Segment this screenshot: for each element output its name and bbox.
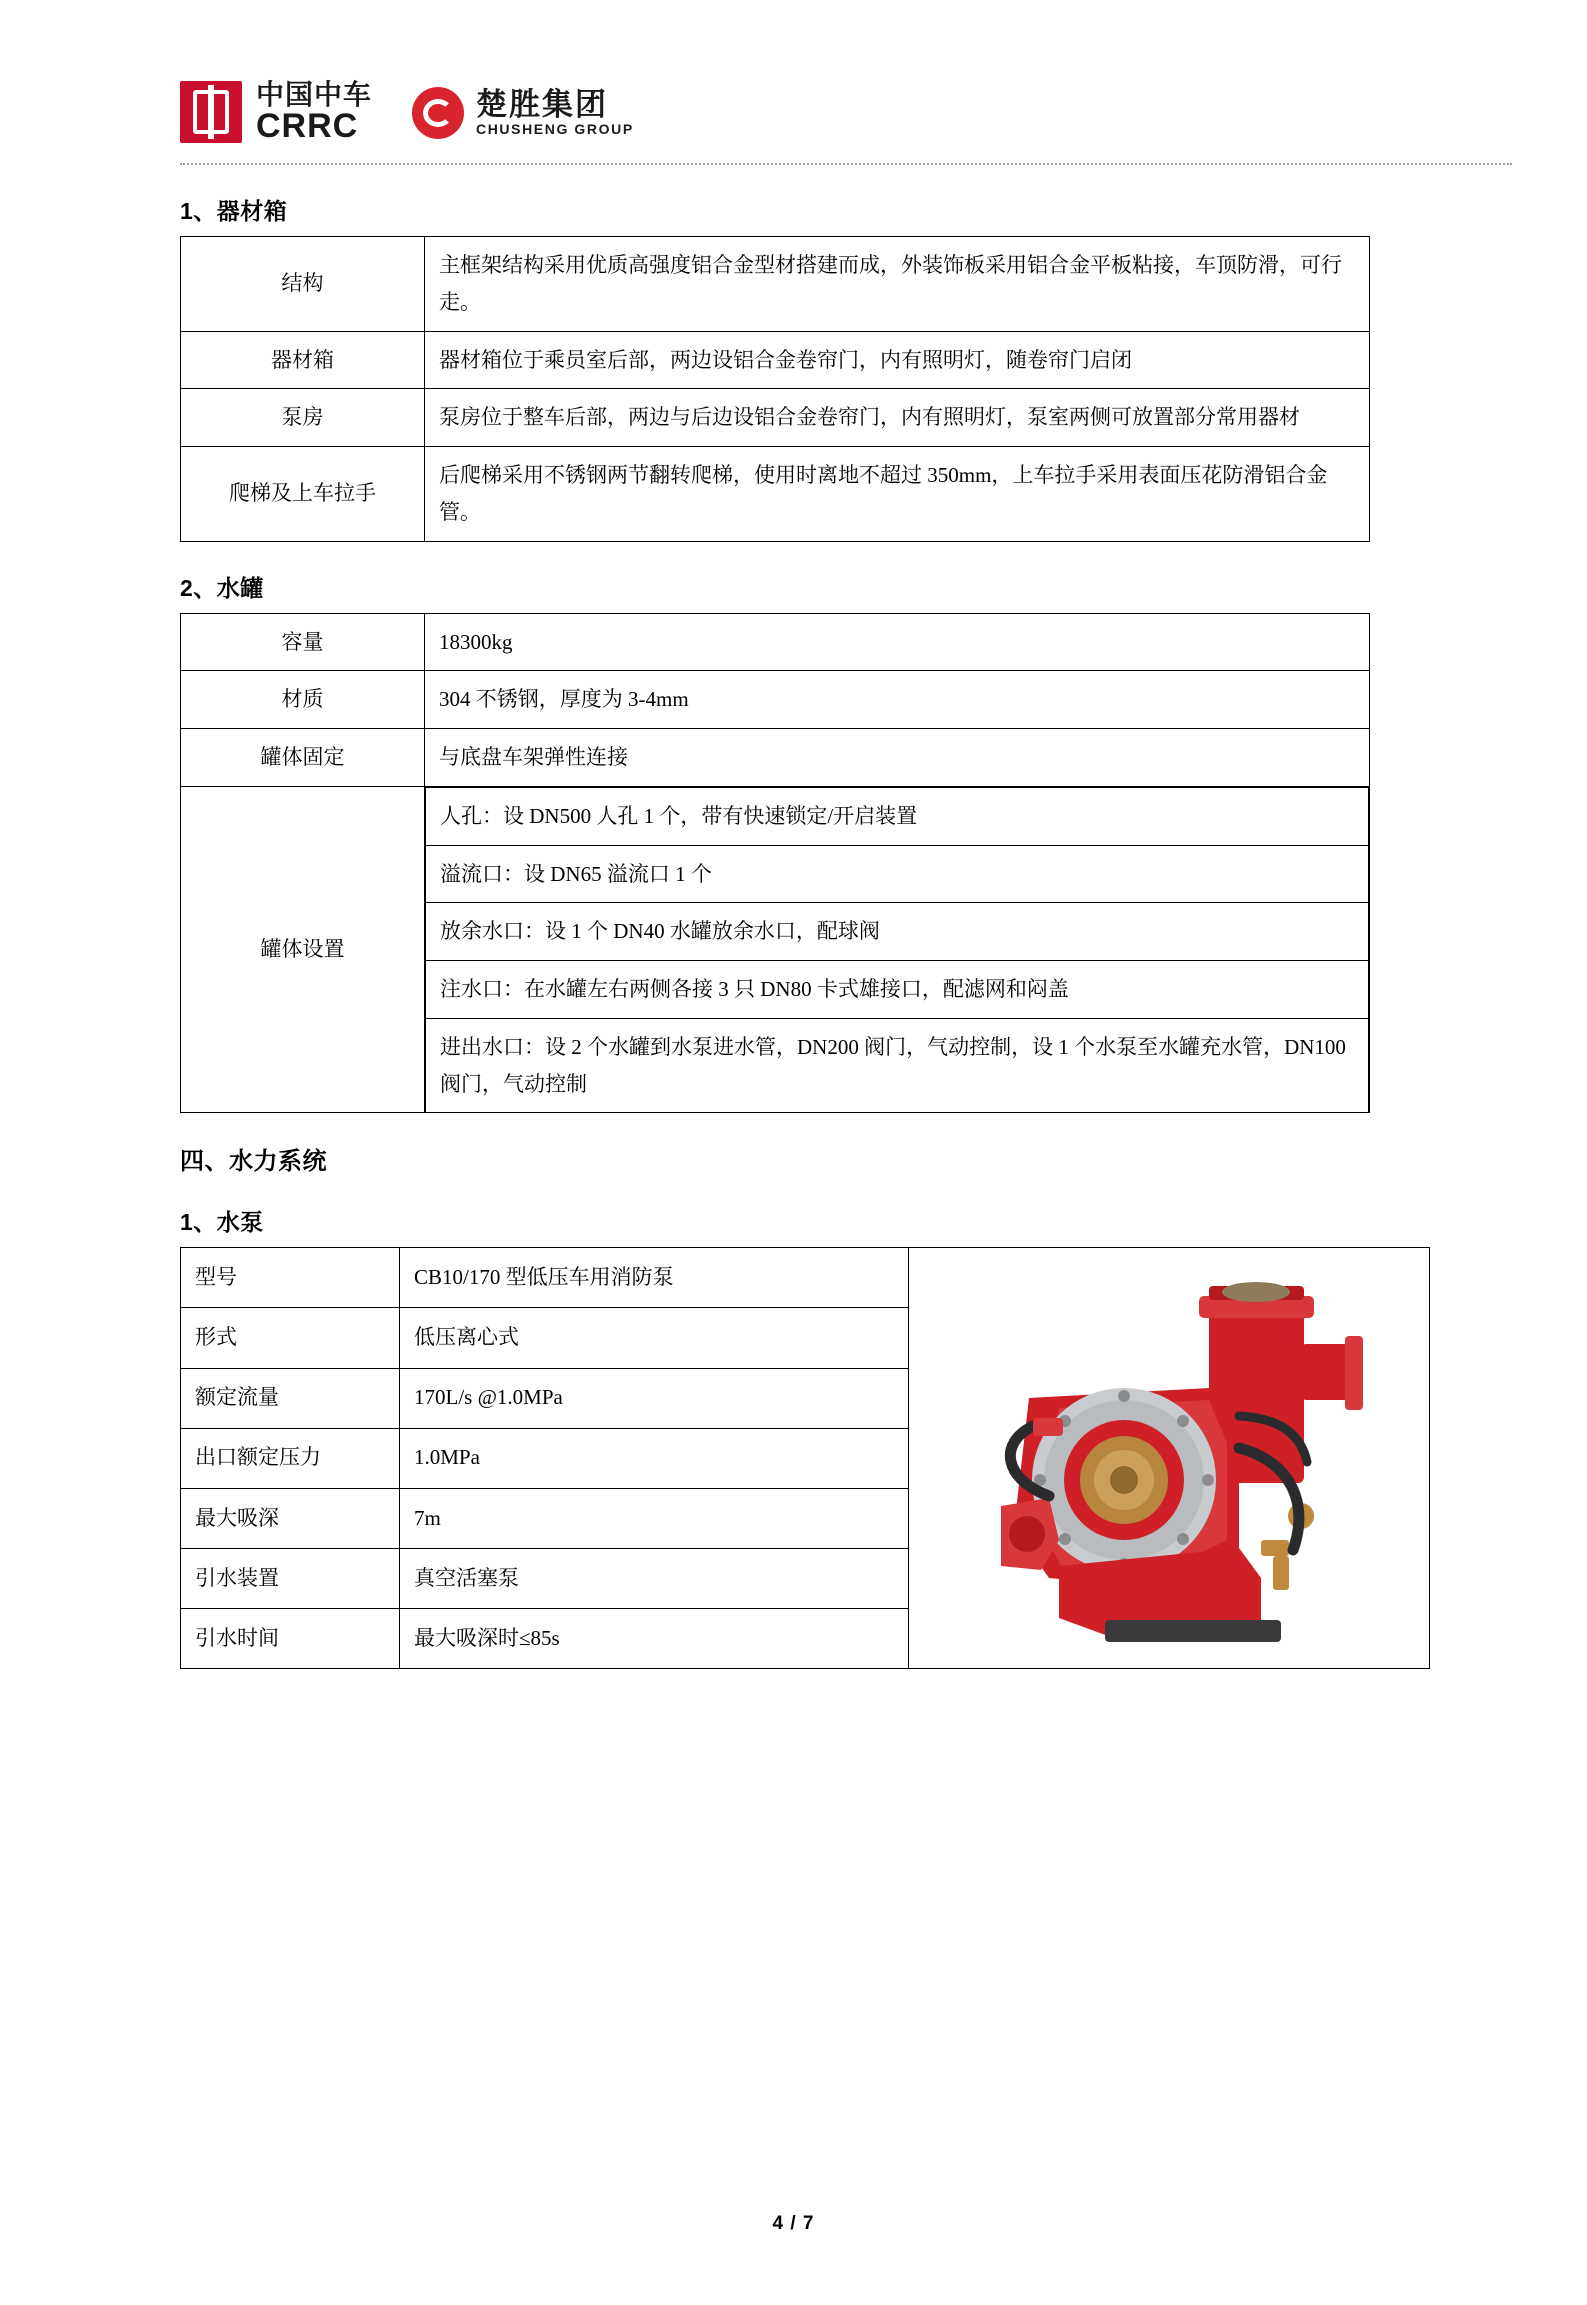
page-number: 4 / 7 — [772, 2213, 815, 2234]
header-divider — [180, 163, 1512, 165]
row-value: 7m — [400, 1488, 909, 1548]
row-label: 引水装置 — [181, 1548, 400, 1608]
list-item-text: 人孔：设 DN500 人孔 1 个，带有快速锁定/开启装置 — [426, 787, 1369, 845]
water-tank-table — [180, 613, 1370, 1114]
list-item-text: 注水口：在水罐左右两侧各接 3 只 DN80 卡式雄接口，配滤网和闷盖 — [426, 961, 1369, 1019]
row-label: 泵房 — [181, 389, 425, 447]
table-row — [181, 331, 1370, 389]
table-row — [181, 671, 1370, 729]
row-value: 18300kg — [425, 613, 1370, 671]
crrc-logo — [180, 80, 372, 145]
row-label: 出口额定压力 — [181, 1428, 400, 1488]
table-row — [181, 389, 1370, 447]
list-item — [426, 787, 1369, 845]
row-label: 引水时间 — [181, 1609, 400, 1669]
row-value: CB10/170 型低压车用消防泵 — [400, 1248, 909, 1308]
row-value: 泵房位于整车后部，两边与后边设铝合金卷帘门，内有照明灯，泵室两侧可放置部分常用器材 — [425, 389, 1370, 447]
list-item — [426, 903, 1369, 961]
row-label: 器材箱 — [181, 331, 425, 389]
row-value: 1.0MPa — [400, 1428, 909, 1488]
document-content — [0, 193, 1587, 1669]
row-value: 主框架结构采用优质高强度铝合金型材搭建而成，外装饰板采用铝合金平板粘接，车顶防滑，可行走。 — [425, 237, 1370, 332]
page-header — [0, 60, 1587, 165]
table-row — [181, 237, 1370, 332]
section-title-hydraulic-system: 四、水力系统 — [180, 1148, 327, 1176]
chusheng-english-name: CHUSHENG GROUP — [476, 120, 634, 137]
row-label: 最大吸深 — [181, 1488, 400, 1548]
crrc-emblem-icon — [180, 81, 242, 143]
document-page — [0, 60, 1587, 2305]
list-item-text: 放余水口：设 1 个 DN40 水罐放余水口，配球阀 — [426, 903, 1369, 961]
row-label: 结构 — [181, 237, 425, 332]
table-row — [181, 447, 1370, 542]
tank-settings-list — [425, 787, 1369, 1113]
row-label: 容量 — [181, 613, 425, 671]
row-value: 真空活塞泵 — [400, 1548, 909, 1608]
section-title-water-tank: 2、水罐 — [180, 574, 264, 601]
row-label: 型号 — [181, 1248, 400, 1308]
row-label: 罐体设置 — [181, 786, 425, 1113]
row-label: 罐体固定 — [181, 729, 425, 787]
row-value: 器材箱位于乘员室后部，两边设铝合金卷帘门，内有照明灯，随卷帘门启闭 — [425, 331, 1370, 389]
section-title-equipment-box: 1、器材箱 — [180, 198, 288, 224]
row-label: 形式 — [181, 1308, 400, 1368]
pump-spec-table — [180, 1247, 1430, 1669]
list-item-text: 进出水口：设 2 个水罐到水泵进水管，DN200 阀门，气动控制，设 1 个水泵至水罐充水管，DN100 阀门，气动控制 — [426, 1018, 1369, 1112]
pump-photo — [909, 1248, 1430, 1669]
row-label: 爬梯及上车拉手 — [181, 447, 425, 542]
list-item — [426, 1018, 1369, 1112]
list-item — [426, 961, 1369, 1019]
table-row-tank-settings — [181, 786, 1370, 1113]
row-value: 170L/s @1.0MPa — [400, 1368, 909, 1428]
list-item — [426, 845, 1369, 903]
crrc-chinese-name: 中国中车 — [256, 78, 373, 110]
table-row — [181, 729, 1370, 787]
table-row — [181, 1248, 1430, 1308]
row-value: 304 不锈钢，厚度为 3-4mm — [425, 671, 1370, 729]
crrc-english-name: CRRC — [256, 107, 359, 146]
table-row — [181, 613, 1370, 671]
chusheng-emblem-icon — [412, 87, 464, 139]
chusheng-chinese-name: 楚胜集团 — [476, 86, 609, 122]
row-value: 与底盘车架弹性连接 — [425, 729, 1370, 787]
fire-pump-illustration-icon — [909, 1248, 1429, 1668]
chusheng-logo — [412, 87, 634, 139]
row-label: 材质 — [181, 671, 425, 729]
list-item-text: 溢流口：设 DN65 溢流口 1 个 — [426, 845, 1369, 903]
row-value-group — [425, 786, 1370, 1113]
section-title-pump: 1、水泵 — [180, 1209, 264, 1236]
equipment-box-table — [180, 236, 1370, 542]
row-value: 低压离心式 — [400, 1308, 909, 1368]
row-value: 最大吸深时≤85s — [400, 1609, 909, 1669]
row-value: 后爬梯采用不锈钢两节翻转爬梯，使用时离地不超过 350mm，上车拉手采用表面压花防滑铝合金管。 — [425, 447, 1370, 542]
row-label: 额定流量 — [181, 1368, 400, 1428]
